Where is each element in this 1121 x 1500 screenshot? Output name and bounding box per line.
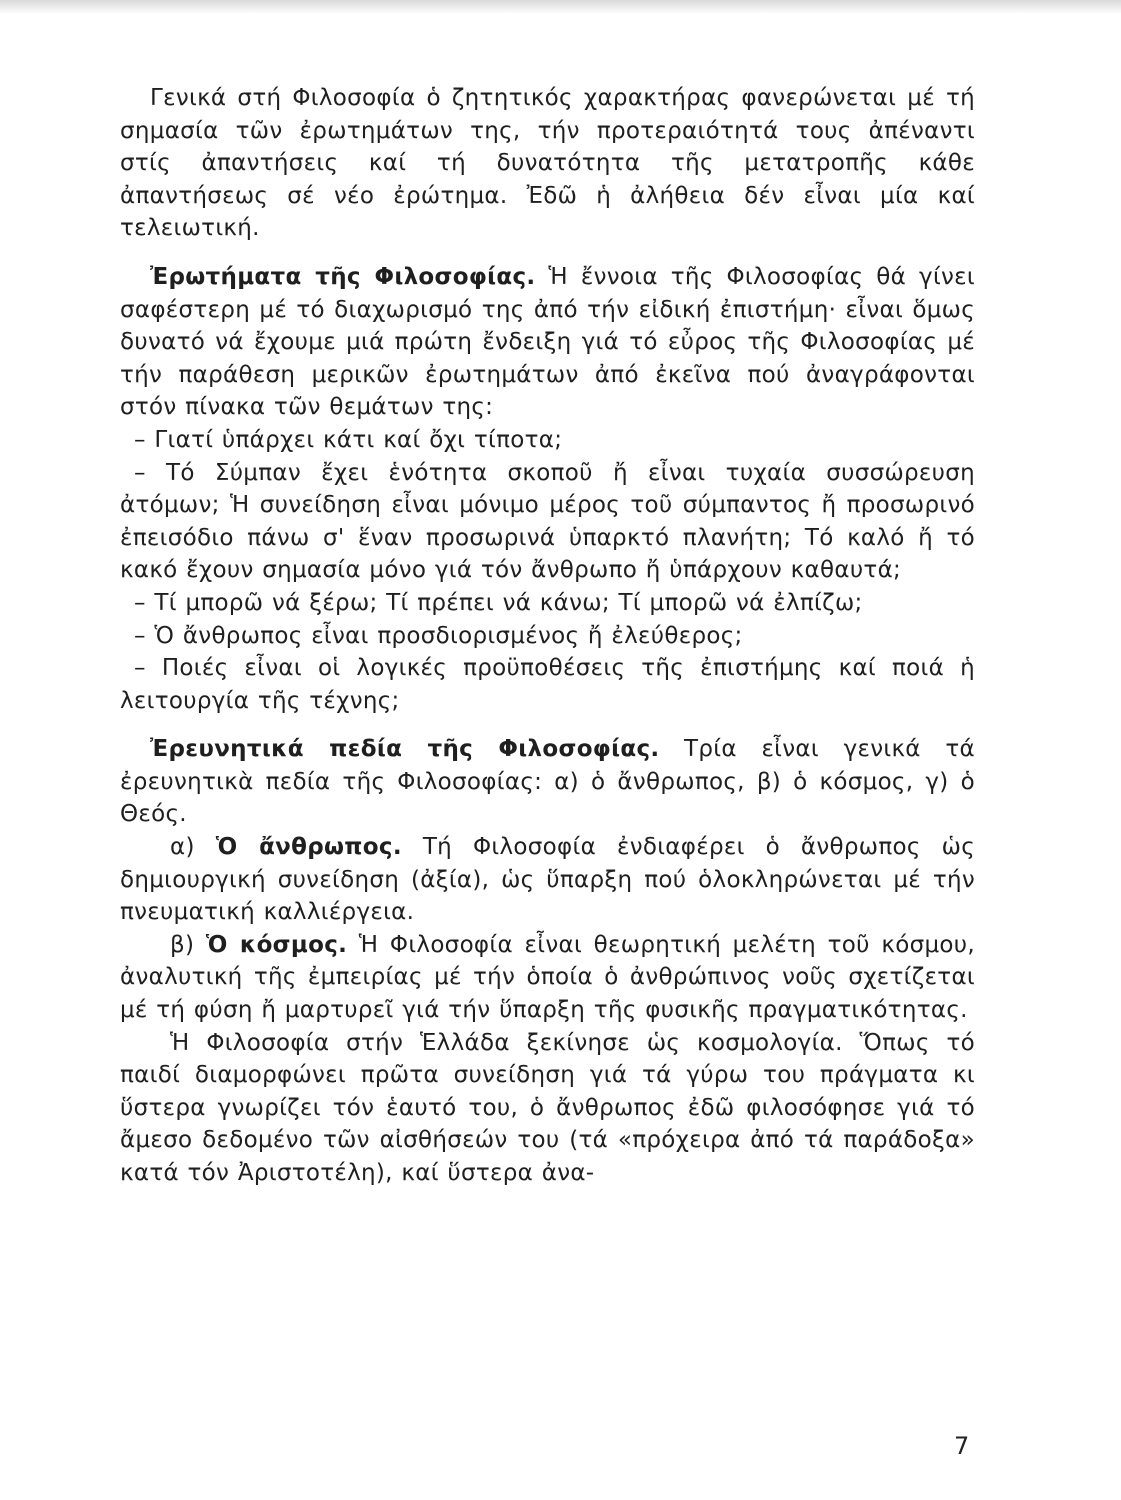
question-item-5: – Ποιές εἶναι οἱ λογικές προϋποθέσεις τῆς ἐπιστήμης καί ποιά ἡ λειτουργία τῆς τέχνης; (120, 655, 975, 714)
human-paragraph (120, 831, 975, 929)
intro-paragraph: Γενικά στή Φιλοσοφία ὁ ζητητικός χαρακτήρας φανερώνεται μέ τή σημασία τῶν ἐρωτημάτων της, τήν προτεραιότητά τους ἀπέναντι στίς ἀπαντήσεις καί τή δυνατότητα τῆς μετατροπῆς κάθε ἀπαντήσεως σέ νέο ἐρώτημα. Ἐδῶ ἡ ἀλήθεια δέν εἶναι μία καί τελειωτική. (120, 85, 975, 242)
question-item-1: – Γιατί ὑπάρχει κάτι καί ὄχι τίποτα; (134, 426, 563, 453)
questions-text: Ἡ ἔννοια τῆς Φιλοσοφίας θά γίνει σαφέστερη μέ τό διαχωρισμό της ἀπό τήν εἰδική ἐπιστήμη· εἶναι ὅμως δυνατό νά ἔχουμε μιά πρώτη ἔνδειξη γιά τό εὖρος τῆς Φιλοσοφίας μέ τήν παράθεση μερικῶν ἐρωτημάτων ἀπό ἐκεῖνα πού ἀναγράφονται στόν πίνακα τῶν θεμάτων της: (120, 263, 975, 421)
questions-heading: Ἐρωτήματα τῆς Φιλοσοφίας. (150, 263, 536, 290)
world-text: Ἡ Φιλοσοφία εἶναι θεωρητική μελέτη τοῦ κόσμου, ἀναλυτική τῆς ἐμπειρίας μέ τήν ὁποία ὁ ἀνθρώπινος νοῦς σχετίζεται μέ τή φύση ἤ μαρτυρεῖ γιά τήν ὕπαρξη τῆς φυσικῆς πραγματικότητας. (120, 931, 975, 1024)
question-item-4: – Ὁ ἄνθρωπος εἶναι προσδιορισμένος ἤ ἐλεύθερος; (134, 622, 743, 649)
human-prefix: α) (170, 834, 216, 861)
human-text: Τή Φιλοσοφία ἐνδιαφέρει ὁ ἄνθρωπος ὡς δημιουργική συνείδηση (ἀξία), ὡς ὕπαρξη πού ὁλοκληρώνεται μέ τήν πνευματική καλλιέργεια. (120, 834, 975, 926)
questions-paragraph (120, 261, 975, 424)
world-paragraph (120, 929, 975, 1027)
page-number: 7 (954, 1432, 970, 1460)
greece-paragraph: Ἡ Φιλοσοφία στήν Ἑλλάδα ξεκίνησε ὡς κοσμολογία. Ὅπως τό παιδί διαμορφώνει πρῶτα συνείδηση γιά τά γύρω του πράγματα κι ὕστερα γνωρίζει τόν ἑαυτό του, ὁ ἄνθρωπος ἐδῶ φιλοσόφησε γιά τό ἄμεσο δεδομένο τῶν αἰσθήσεών του (τά «πρόχειρα ἀπό τά παράδοξα» κατά τόν Ἀριστοτέλη), καί ὕστερα ἀνα- (120, 1029, 975, 1186)
human-heading: Ὁ ἄνθρωπος. (215, 834, 402, 861)
page-body (120, 82, 975, 1190)
fields-paragraph (120, 733, 975, 831)
page-top-edge (0, 0, 1121, 14)
fields-heading: Ἐρευνητικά πεδία τῆς Φιλοσοφίας. (150, 736, 660, 763)
question-item-3: – Τί μπορῶ νά ξέρω; Τί πρέπει νά κάνω; Τί μπορῶ νά ἐλπίζω; (134, 589, 863, 616)
world-heading: Ὁ κόσμος. (205, 931, 348, 958)
world-prefix: β) (170, 931, 206, 958)
fields-text: Τρία εἶναι γενικά τά ἐρευνητικὰ πεδία τῆς Φιλοσοφίας: α) ὁ ἄνθρωπος, β) ὁ κόσμος, γ) ὁ Θεός. (120, 736, 975, 828)
question-item-2: – Τό Σύμπαν ἔχει ἑνότητα σκοποῦ ἤ εἶναι τυχαία συσσώρευση ἀτόμων; Ἡ συνείδηση εἶναι μόνιμο μέρος τοῦ σύμπαντος ἤ προσωρινό ἐπεισόδιο πάνω σ' ἕναν προσωρινά ὑπαρκτό πλανήτη; Τό καλό ἤ τό κακό ἔχουν σημασία μόνο γιά τόν ἄνθρωπο ἤ ὑπάρχουν καθαυτά; (120, 459, 975, 584)
